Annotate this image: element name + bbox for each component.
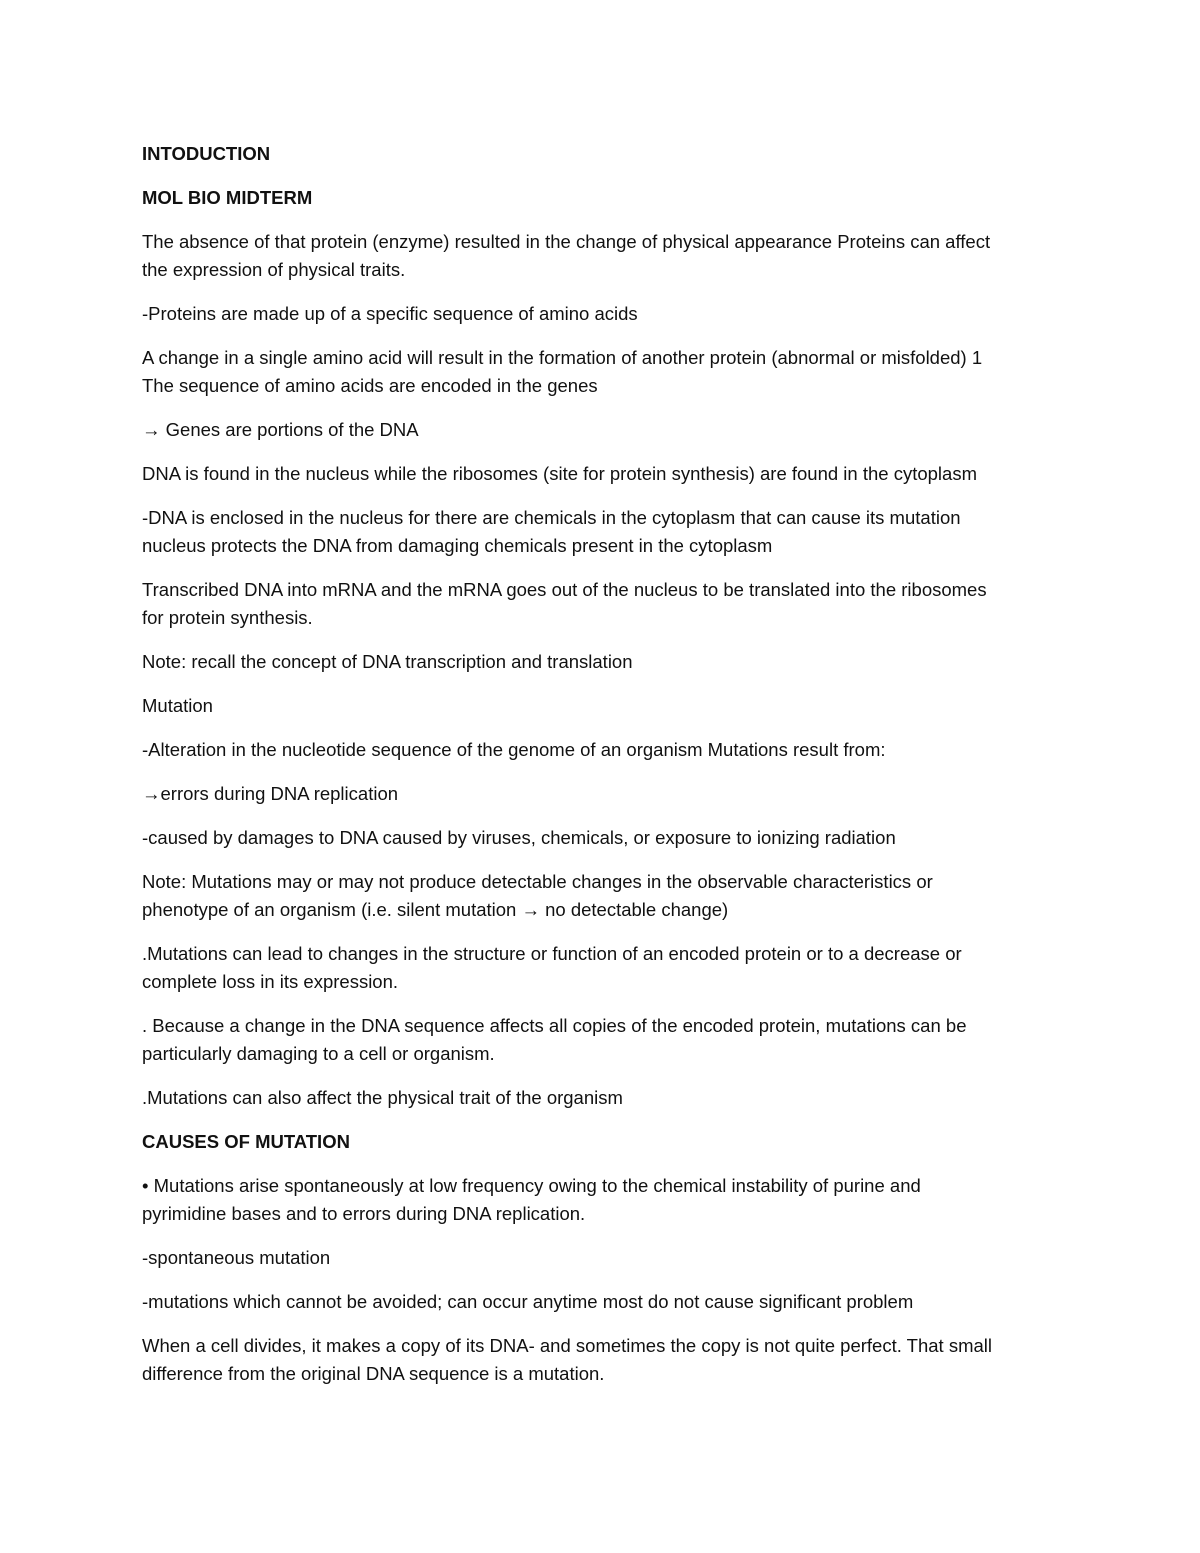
paragraph-line: particularly damaging to a cell or organism.	[142, 1043, 495, 1064]
paragraph	[142, 460, 1072, 488]
section-heading: MOL BIO MIDTERM	[142, 187, 313, 208]
paragraph-line: • Mutations arise spontaneously at low frequency owing to the chemical instability of purine and	[142, 1175, 921, 1196]
paragraph-line: difference from the original DNA sequence is a mutation.	[142, 1363, 605, 1384]
paragraph-line: -spontaneous mutation	[142, 1247, 331, 1268]
paragraph-line: A change in a single amino acid will result in the formation of another protein (abnormal or misfolded) 1	[142, 347, 983, 368]
section-heading: CAUSES OF MUTATION	[142, 1131, 350, 1152]
paragraph-line: .Mutations can also affect the physical trait of the organism	[142, 1087, 623, 1108]
paragraph-line: -Proteins are made up of a specific sequence of amino acids	[142, 303, 638, 324]
paragraph-line: The absence of that protein (enzyme) resulted in the change of physical appearance Proteins can affect	[142, 231, 991, 252]
paragraph-line: -Alteration in the nucleotide sequence of the genome of an organism Mutations result from:	[142, 739, 886, 760]
paragraph-line: DNA is found in the nucleus while the ribosomes (site for protein synthesis) are found in the cytoplasm	[142, 463, 977, 484]
paragraph-line: the expression of physical traits.	[142, 259, 406, 280]
paragraph	[142, 228, 1072, 284]
paragraph-line: → Genes are portions of the DNA	[142, 419, 419, 440]
paragraph	[142, 868, 1072, 924]
paragraph	[142, 1012, 1072, 1068]
paragraph-line: When a cell divides, it makes a copy of its DNA- and sometimes the copy is not quite perfect. That small	[142, 1335, 992, 1356]
paragraph-line: Note: Mutations may or may not produce detectable changes in the observable characteristics or	[142, 871, 933, 892]
paragraph-line: Transcribed DNA into mRNA and the mRNA goes out of the nucleus to be translated into the ribosomes	[142, 579, 987, 600]
paragraph	[142, 940, 1072, 996]
paragraph	[142, 1288, 1072, 1316]
paragraph-line: Mutation	[142, 695, 213, 716]
paragraph	[142, 692, 1072, 720]
paragraph	[142, 504, 1072, 560]
paragraph-line: phenotype of an organism (i.e. silent mutation → no detectable change)	[142, 899, 729, 920]
paragraph	[142, 1332, 1072, 1388]
paragraph-line: nucleus protects the DNA from damaging chemicals present in the cytoplasm	[142, 535, 773, 556]
paragraph	[142, 1172, 1072, 1228]
document-body	[142, 140, 1072, 1404]
paragraph	[142, 300, 1072, 328]
paragraph	[142, 1084, 1072, 1112]
paragraph	[142, 648, 1072, 676]
paragraph	[142, 780, 1072, 808]
paragraph	[142, 824, 1072, 852]
paragraph	[142, 344, 1072, 400]
paragraph	[142, 1244, 1072, 1272]
paragraph-line: for protein synthesis.	[142, 607, 313, 628]
paragraph	[142, 576, 1072, 632]
paragraph-line: -DNA is enclosed in the nucleus for there are chemicals in the cytoplasm that can cause its mutation	[142, 507, 961, 528]
paragraph-line: -caused by damages to DNA caused by viruses, chemicals, or exposure to ionizing radiation	[142, 827, 896, 848]
paragraph-line: complete loss in its expression.	[142, 971, 399, 992]
section-heading: INTODUCTION	[142, 143, 271, 164]
paragraph-line: pyrimidine bases and to errors during DNA replication.	[142, 1203, 586, 1224]
paragraph-line: →errors during DNA replication	[142, 783, 399, 804]
paragraph-line: -mutations which cannot be avoided; can occur anytime most do not cause significant problem	[142, 1291, 914, 1312]
paragraph-line: The sequence of amino acids are encoded in the genes	[142, 375, 598, 396]
paragraph	[142, 736, 1072, 764]
paragraph-line: .Mutations can lead to changes in the structure or function of an encoded protein or to a decrease or	[142, 943, 962, 964]
paragraph-line: Note: recall the concept of DNA transcription and translation	[142, 651, 633, 672]
paragraph-line: . Because a change in the DNA sequence affects all copies of the encoded protein, mutations can be	[142, 1015, 967, 1036]
paragraph	[142, 416, 1072, 444]
